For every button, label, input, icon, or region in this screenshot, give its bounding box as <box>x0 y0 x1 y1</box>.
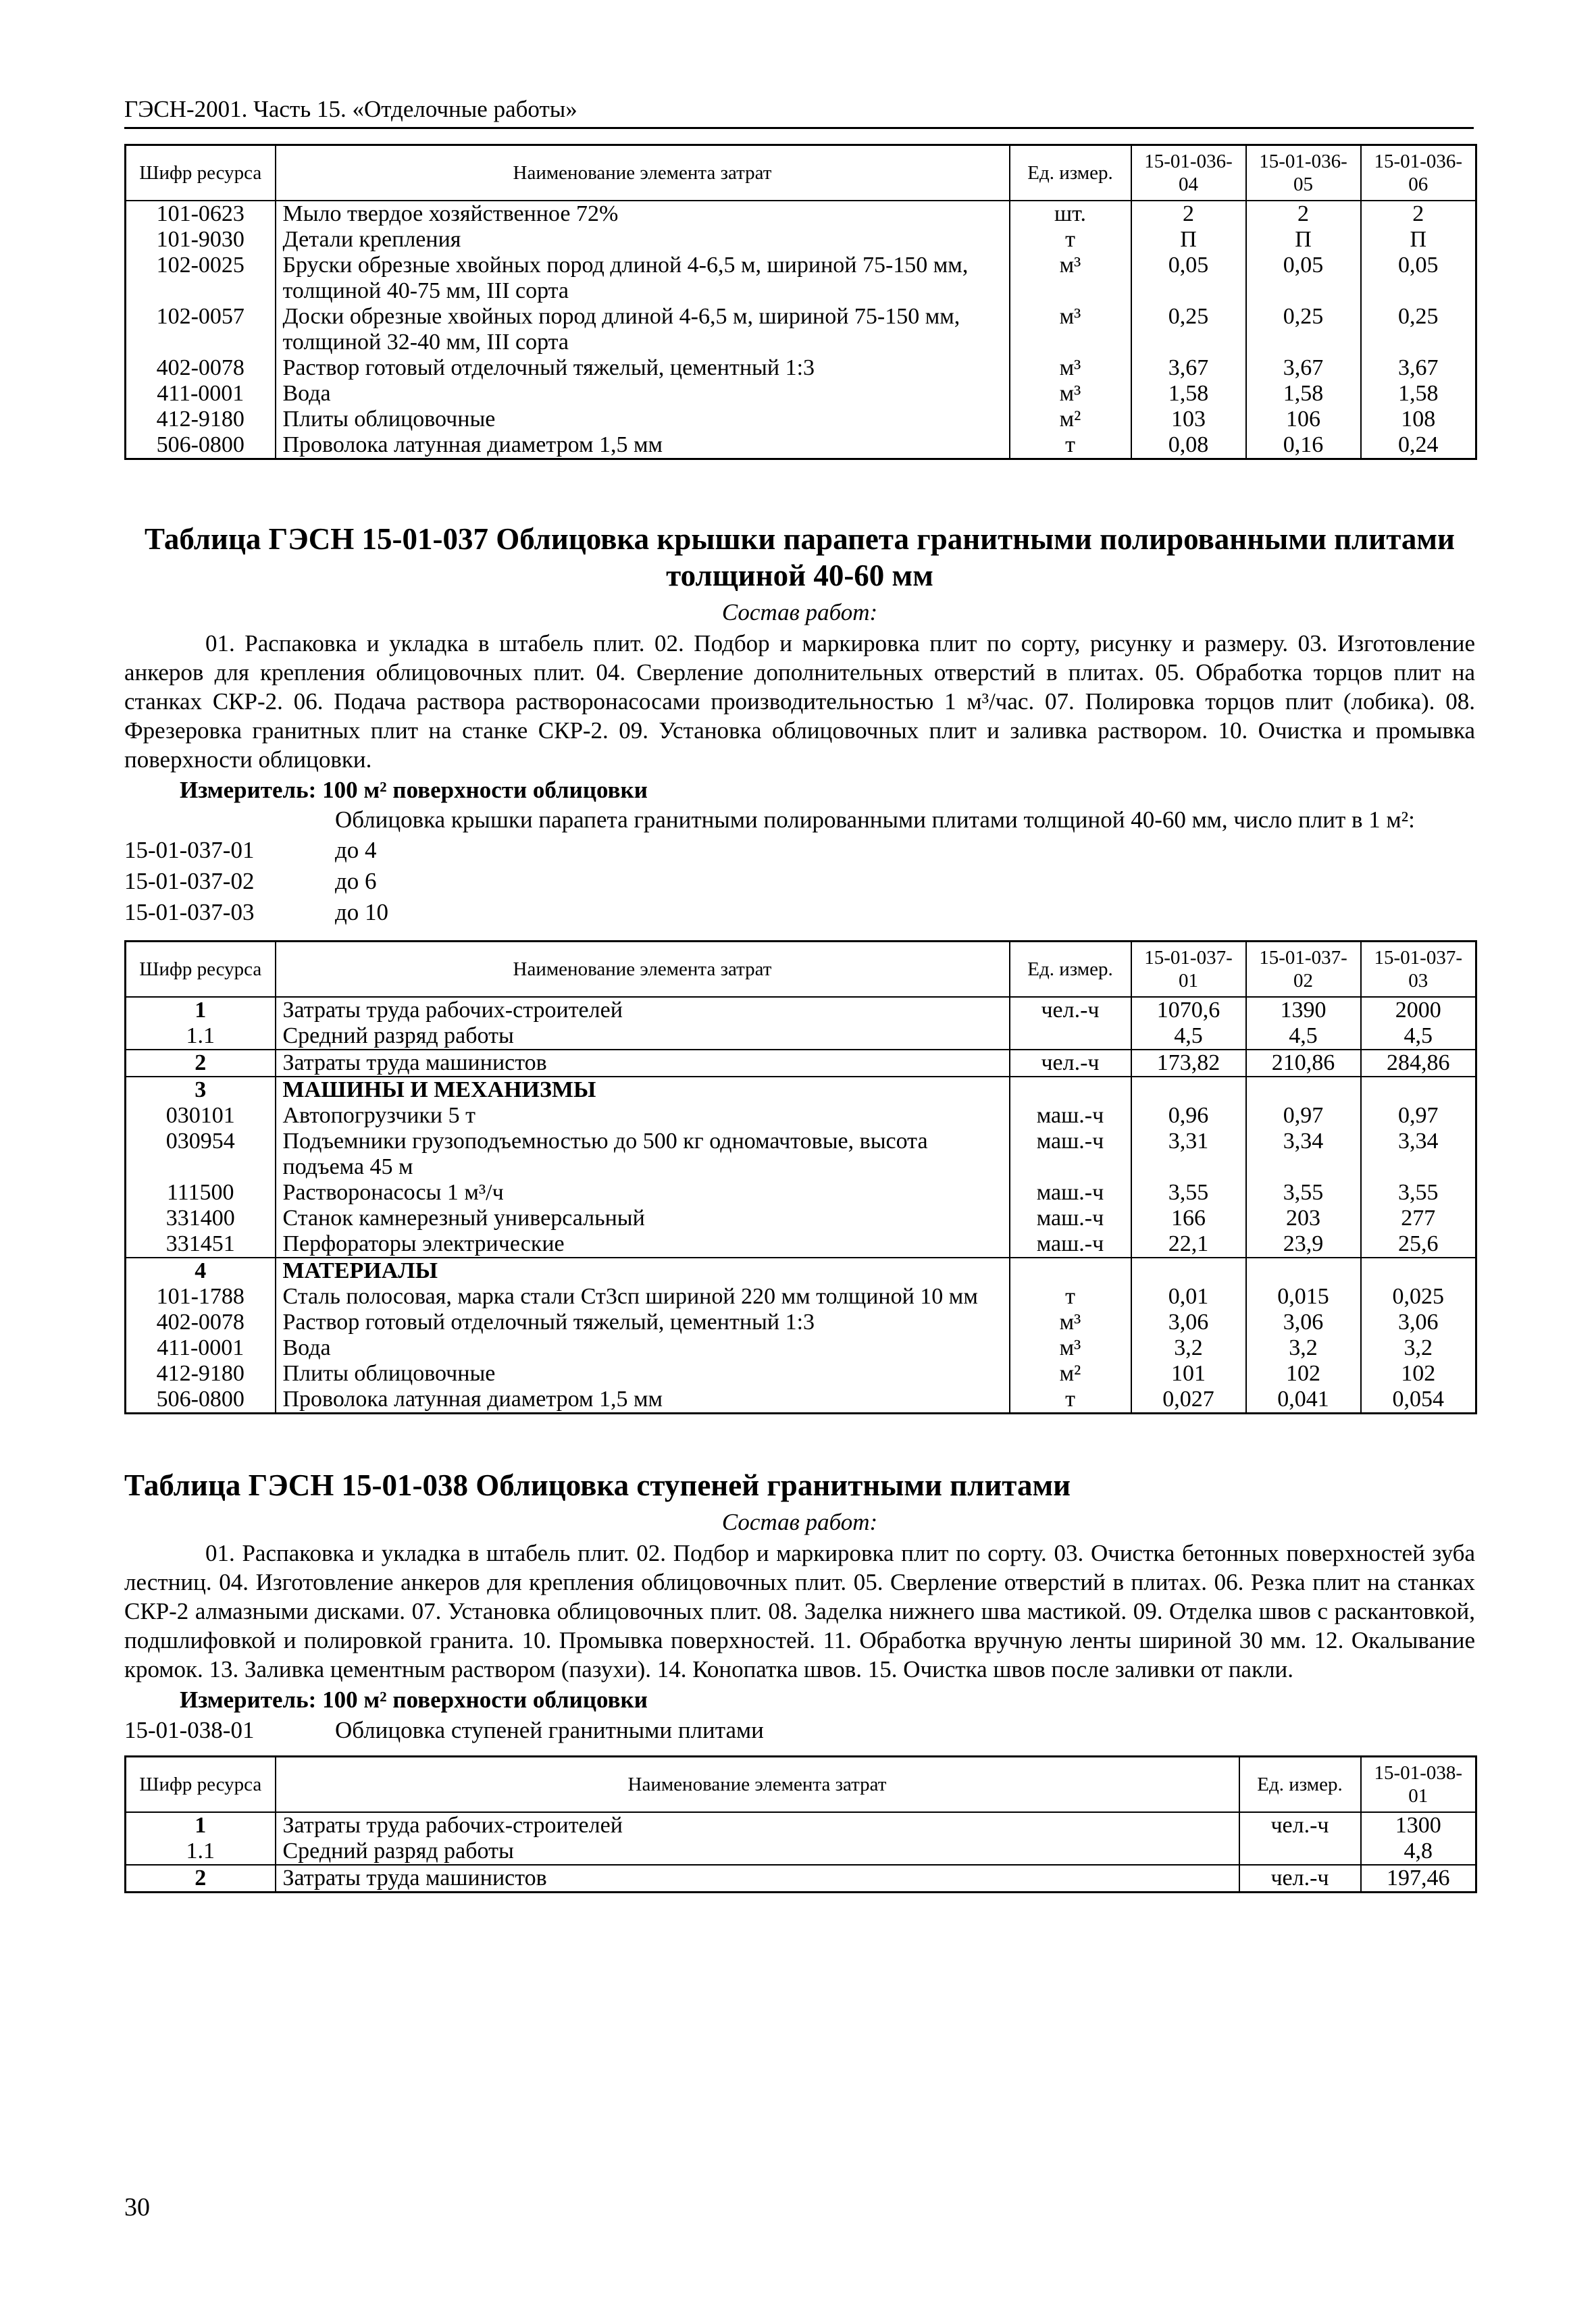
cell-unit: м³ <box>1010 253 1131 304</box>
table-row <box>126 1077 1476 1103</box>
cell-norm-value-1: 101 <box>1131 1361 1246 1387</box>
table-row <box>126 355 1476 381</box>
cell-norm-value-3: 3,2 <box>1361 1335 1476 1361</box>
table-row <box>126 997 1476 1023</box>
variant-code: 15-01-037-03 <box>124 899 255 925</box>
resource-table-037 <box>124 940 1477 1414</box>
measurement-unit: Измеритель: 100 м² поверхности облицовки <box>180 1687 648 1713</box>
table-row <box>126 1023 1476 1050</box>
cell-cost-element: Затраты труда рабочих-строителей <box>276 1812 1239 1839</box>
table-row <box>126 1050 1476 1077</box>
resource-table-036 <box>124 144 1477 460</box>
table-row <box>126 1103 1476 1129</box>
variant-item <box>124 1715 1475 1746</box>
col-header-name: Наименование элемента затрат <box>276 1757 1239 1813</box>
cell-norm-value-1: 3,67 <box>1131 355 1246 381</box>
table-row <box>126 1839 1476 1865</box>
table-row <box>126 381 1476 407</box>
cell-norm-value-1: 0,25 <box>1131 304 1246 355</box>
cell-norm-value-3: 3,67 <box>1361 355 1476 381</box>
variant-list <box>124 835 1475 928</box>
cell-norm-value-2: 1390 <box>1246 997 1361 1023</box>
cell-norm-value-3: 0,054 <box>1361 1387 1476 1414</box>
table-header-row <box>126 1757 1476 1813</box>
cell-norm-value-1: 0,96 <box>1131 1103 1246 1129</box>
cell-norm-value-3: 3,55 <box>1361 1180 1476 1206</box>
cell-resource-code: 412-9180 <box>126 407 276 432</box>
cell-norm-value-1: 3,55 <box>1131 1180 1246 1206</box>
cell-resource-code: 111500 <box>126 1180 276 1206</box>
cell-norm-value-2: 1,58 <box>1246 381 1361 407</box>
cell-cost-element: Перфораторы электрические <box>276 1231 1010 1258</box>
variant-item <box>124 866 1475 897</box>
cell-unit: м³ <box>1010 304 1131 355</box>
cell-norm-value-1: 3,31 <box>1131 1129 1246 1180</box>
cell-cost-element: Вода <box>276 381 1010 407</box>
cell-resource-code: 101-9030 <box>126 227 276 253</box>
cell-unit: чел.-ч <box>1239 1865 1361 1893</box>
cell-unit <box>1010 1258 1131 1284</box>
col-header-norm-1: 15-01-037-01 <box>1131 942 1246 998</box>
col-header-name: Наименование элемента затрат <box>276 145 1010 201</box>
table-title-038: Таблица ГЭСН 15-01-038 Облицовка ступеней гранитными плитами <box>124 1468 1071 1502</box>
table-header-row <box>126 942 1476 998</box>
cell-norm-value-2: П <box>1246 227 1361 253</box>
cell-cost-element: Затраты труда машинистов <box>276 1050 1010 1077</box>
cell-cost-element: МАШИНЫ И МЕХАНИЗМЫ <box>276 1077 1010 1103</box>
col-header-norm-1: 15-01-038-01 <box>1361 1757 1476 1813</box>
variant-code: 15-01-037-02 <box>124 868 255 894</box>
table-row <box>126 1258 1476 1284</box>
table-row <box>126 253 1476 304</box>
cell-resource-code: 030954 <box>126 1129 276 1180</box>
cell-resource-code: 331400 <box>126 1206 276 1231</box>
col-header-code: Шифр ресурса <box>126 942 276 998</box>
cell-norm-value-1: 0,01 <box>1131 1284 1246 1310</box>
cell-unit: чел.-ч <box>1010 1050 1131 1077</box>
cell-norm-value-2: 23,9 <box>1246 1231 1361 1258</box>
cell-resource-code: 1.1 <box>126 1023 276 1050</box>
cell-norm-value-1: 0,08 <box>1131 432 1246 459</box>
cell-norm-value-1 <box>1131 1077 1246 1103</box>
variant-code: 15-01-038-01 <box>124 1717 255 1743</box>
col-header-norm-2: 15-01-037-02 <box>1246 942 1361 998</box>
cell-norm-value-1: 1300 <box>1361 1812 1476 1839</box>
cell-unit: м³ <box>1010 1310 1131 1335</box>
col-header-unit: Ед. измер. <box>1010 942 1131 998</box>
cell-cost-element: Станок камнерезный универсальный <box>276 1206 1010 1231</box>
cell-norm-value-2: 0,015 <box>1246 1284 1361 1310</box>
table-row <box>126 1129 1476 1180</box>
cell-cost-element: Проволока латунная диаметром 1,5 мм <box>276 1387 1010 1414</box>
cell-unit: маш.-ч <box>1010 1129 1131 1180</box>
cell-unit: маш.-ч <box>1010 1231 1131 1258</box>
cell-resource-code: 1 <box>126 1812 276 1839</box>
cell-norm-value-3: 284,86 <box>1361 1050 1476 1077</box>
table-row <box>126 1180 1476 1206</box>
cell-cost-element: Проволока латунная диаметром 1,5 мм <box>276 432 1010 459</box>
cell-norm-value-3: 25,6 <box>1361 1231 1476 1258</box>
cell-norm-value-1: 3,2 <box>1131 1335 1246 1361</box>
col-header-norm-3: 15-01-036-06 <box>1361 145 1476 201</box>
col-header-norm-2: 15-01-036-05 <box>1246 145 1361 201</box>
cell-unit: чел.-ч <box>1239 1812 1361 1839</box>
work-composition-label: Состав работ: <box>721 1509 878 1535</box>
cell-norm-value-1: 3,06 <box>1131 1310 1246 1335</box>
cell-unit: т <box>1010 1284 1131 1310</box>
cell-resource-code: 101-1788 <box>126 1284 276 1310</box>
cell-norm-value-3: 4,5 <box>1361 1023 1476 1050</box>
table-row <box>126 227 1476 253</box>
cell-norm-value-3: 2 <box>1361 201 1476 227</box>
cell-cost-element: Автопогрузчики 5 т <box>276 1103 1010 1129</box>
col-header-unit: Ед. измер. <box>1010 145 1131 201</box>
table-row <box>126 1812 1476 1839</box>
cell-norm-value-2: 3,34 <box>1246 1129 1361 1180</box>
cell-norm-value-1: 166 <box>1131 1206 1246 1231</box>
cell-cost-element: Растворонасосы 1 м³/ч <box>276 1180 1010 1206</box>
cell-resource-code: 506-0800 <box>126 432 276 459</box>
cell-unit <box>1010 1077 1131 1103</box>
cell-norm-value-2 <box>1246 1077 1361 1103</box>
cell-cost-element: МАТЕРИАЛЫ <box>276 1258 1010 1284</box>
cell-unit: м² <box>1010 407 1131 432</box>
cell-norm-value-3: 108 <box>1361 407 1476 432</box>
col-header-code: Шифр ресурса <box>126 1757 276 1813</box>
cell-norm-value-3: 1,58 <box>1361 381 1476 407</box>
cell-norm-value-1: 2 <box>1131 201 1246 227</box>
table-row <box>126 1231 1476 1258</box>
cell-unit: маш.-ч <box>1010 1180 1131 1206</box>
cell-resource-code: 3 <box>126 1077 276 1103</box>
work-composition-text: 01. Распаковка и укладка в штабель плит. 02. Подбор и маркировка плит по сорту. 03. Очистка бетонных поверхностей зуба лестниц. 04. Изготовление анкеров для крепления облицовочных плит. 05. Сверление отверстий в плитах. 06. Резка плит на станках СКР-2 алмазными дисками. 07. Установка облицовочных плит. 08. Заделка нижнего шва мастикой. 09. Отделка швов с раскантовкой, подшлифовкой и полировкой гранита. 10. Промывка поверхностей. 11. Обработка вручную ленты шириной 30 мм. 12. Окалывание кромок. 13. Заливка цементным раствором (пазухи). 14. Конопатка швов. 15. Очистка швов после заливки от пакли. <box>124 1540 1475 1682</box>
table-row <box>126 1310 1476 1335</box>
cell-cost-element: Плиты облицовочные <box>276 407 1010 432</box>
cell-norm-value-2: 106 <box>1246 407 1361 432</box>
cell-norm-value-2: 0,25 <box>1246 304 1361 355</box>
cell-resource-code: 102-0025 <box>126 253 276 304</box>
cell-unit: т <box>1010 1387 1131 1414</box>
cell-resource-code: 402-0078 <box>126 1310 276 1335</box>
variant-label: до 6 <box>335 868 377 894</box>
table-row <box>126 407 1476 432</box>
cell-norm-value-2: 4,5 <box>1246 1023 1361 1050</box>
cell-norm-value-3: 0,25 <box>1361 304 1476 355</box>
cell-resource-code: 2 <box>126 1050 276 1077</box>
cell-resource-code: 412-9180 <box>126 1361 276 1387</box>
col-header-unit: Ед. измер. <box>1239 1757 1361 1813</box>
cell-resource-code: 402-0078 <box>126 355 276 381</box>
cell-unit: т <box>1010 227 1131 253</box>
cell-norm-value-2 <box>1246 1258 1361 1284</box>
variant-label: Облицовка ступеней гранитными плитами <box>335 1717 764 1743</box>
cell-norm-value-1: 197,46 <box>1361 1865 1476 1893</box>
cell-norm-value-3: 0,97 <box>1361 1103 1476 1129</box>
measurement-unit: Измеритель: 100 м² поверхности облицовки <box>180 777 648 803</box>
cell-norm-value-3: 0,05 <box>1361 253 1476 304</box>
cell-unit: маш.-ч <box>1010 1206 1131 1231</box>
cell-cost-element: Бруски обрезные хвойных пород длиной 4-6,5 м, шириной 75-150 мм, толщиной 40-75 мм, III сорта <box>276 253 1010 304</box>
table-row <box>126 1335 1476 1361</box>
table-row <box>126 1387 1476 1414</box>
cell-resource-code: 411-0001 <box>126 1335 276 1361</box>
resource-table-038 <box>124 1755 1477 1893</box>
table-row <box>126 1206 1476 1231</box>
cell-unit <box>1010 1023 1131 1050</box>
cell-norm-value-1: 103 <box>1131 407 1246 432</box>
variant-item <box>124 897 1475 928</box>
table-body <box>126 997 1476 1414</box>
cell-norm-value-2: 0,05 <box>1246 253 1361 304</box>
cell-norm-value-2: 3,55 <box>1246 1180 1361 1206</box>
cell-norm-value-3: 2000 <box>1361 997 1476 1023</box>
cell-cost-element: Подъемники грузоподъемностью до 500 кг одномачтовые, высота подъема 45 м <box>276 1129 1010 1180</box>
table-body <box>126 201 1476 459</box>
cell-cost-element: Средний разряд работы <box>276 1023 1010 1050</box>
cell-norm-value-3: П <box>1361 227 1476 253</box>
cell-resource-code: 1 <box>126 997 276 1023</box>
cell-unit: шт. <box>1010 201 1131 227</box>
cell-unit: маш.-ч <box>1010 1103 1131 1129</box>
table-row <box>126 304 1476 355</box>
cell-unit: т <box>1010 432 1131 459</box>
cell-resource-code: 411-0001 <box>126 381 276 407</box>
variant-intro: Облицовка крышки парапета гранитными полированными плитами толщиной 40-60 мм, число плит в 1 м²: <box>335 806 1415 833</box>
col-header-norm-3: 15-01-037-03 <box>1361 942 1476 998</box>
cell-resource-code: 101-0623 <box>126 201 276 227</box>
cell-norm-value-1: 1,58 <box>1131 381 1246 407</box>
table-row <box>126 1284 1476 1310</box>
variant-item <box>124 835 1475 866</box>
cell-norm-value-1: П <box>1131 227 1246 253</box>
cell-resource-code: 506-0800 <box>126 1387 276 1414</box>
cell-cost-element: Мыло твердое хозяйственное 72% <box>276 201 1010 227</box>
cell-norm-value-2: 0,041 <box>1246 1387 1361 1414</box>
cell-norm-value-1: 1070,6 <box>1131 997 1246 1023</box>
table-row <box>126 432 1476 459</box>
cell-unit <box>1239 1839 1361 1865</box>
cell-norm-value-2: 0,97 <box>1246 1103 1361 1129</box>
cell-norm-value-3 <box>1361 1258 1476 1284</box>
col-header-code: Шифр ресурса <box>126 145 276 201</box>
cell-norm-value-1: 0,05 <box>1131 253 1246 304</box>
col-header-name: Наименование элемента затрат <box>276 942 1010 998</box>
cell-unit: м³ <box>1010 355 1131 381</box>
cell-resource-code: 4 <box>126 1258 276 1284</box>
cell-cost-element: Сталь полосовая, марка стали Ст3сп шириной 220 мм толщиной 10 мм <box>276 1284 1010 1310</box>
cell-cost-element: Затраты труда машинистов <box>276 1865 1239 1893</box>
cell-cost-element: Доски обрезные хвойных пород длиной 4-6,5 м, шириной 75-150 мм, толщиной 32-40 мм, III сорта <box>276 304 1010 355</box>
cell-norm-value-2: 203 <box>1246 1206 1361 1231</box>
cell-norm-value-2: 210,86 <box>1246 1050 1361 1077</box>
cell-unit: м² <box>1010 1361 1131 1387</box>
table-body <box>126 1812 1476 1893</box>
table-row <box>126 201 1476 227</box>
cell-norm-value-3 <box>1361 1077 1476 1103</box>
cell-norm-value-1: 0,027 <box>1131 1387 1246 1414</box>
variant-code: 15-01-037-01 <box>124 837 255 863</box>
cell-resource-code: 030101 <box>126 1103 276 1129</box>
cell-norm-value-2: 102 <box>1246 1361 1361 1387</box>
cell-norm-value-1 <box>1131 1258 1246 1284</box>
cell-cost-element: Раствор готовый отделочный тяжелый, цементный 1:3 <box>276 1310 1010 1335</box>
cell-norm-value-1: 22,1 <box>1131 1231 1246 1258</box>
page-number: 30 <box>124 2193 150 2221</box>
cell-norm-value-1: 4,5 <box>1131 1023 1246 1050</box>
document-page <box>124 95 1475 1893</box>
cell-cost-element: Плиты облицовочные <box>276 1361 1010 1387</box>
cell-norm-value-2: 3,06 <box>1246 1310 1361 1335</box>
cell-cost-element: Затраты труда рабочих-строителей <box>276 997 1010 1023</box>
cell-norm-value-2: 2 <box>1246 201 1361 227</box>
cell-norm-value-3: 277 <box>1361 1206 1476 1231</box>
table-title-037: Таблица ГЭСН 15-01-037 Облицовка крышки парапета гранитными полированными плитами толщиной 40-60 мм <box>145 522 1455 592</box>
cell-unit: м³ <box>1010 1335 1131 1361</box>
cell-cost-element: Детали крепления <box>276 227 1010 253</box>
table-row <box>126 1361 1476 1387</box>
work-composition-label: Состав работ: <box>721 599 878 625</box>
cell-norm-value-2: 3,67 <box>1246 355 1361 381</box>
variant-label: до 10 <box>335 899 389 925</box>
table-row <box>126 1865 1476 1893</box>
running-header: ГЭСН-2001. Часть 15. «Отделочные работы» <box>124 95 1474 129</box>
cell-norm-value-3: 0,24 <box>1361 432 1476 459</box>
cell-resource-code: 331451 <box>126 1231 276 1258</box>
cell-norm-value-3: 3,06 <box>1361 1310 1476 1335</box>
cell-unit: чел.-ч <box>1010 997 1131 1023</box>
cell-unit: м³ <box>1010 381 1131 407</box>
table-header-row <box>126 145 1476 201</box>
cell-norm-value-3: 0,025 <box>1361 1284 1476 1310</box>
cell-norm-value-1: 173,82 <box>1131 1050 1246 1077</box>
cell-cost-element: Раствор готовый отделочный тяжелый, цементный 1:3 <box>276 355 1010 381</box>
cell-norm-value-2: 0,16 <box>1246 432 1361 459</box>
variant-label: до 4 <box>335 837 377 863</box>
cell-norm-value-3: 3,34 <box>1361 1129 1476 1180</box>
cell-norm-value-1: 4,8 <box>1361 1839 1476 1865</box>
cell-cost-element: Вода <box>276 1335 1010 1361</box>
cell-resource-code: 1.1 <box>126 1839 276 1865</box>
cell-cost-element: Средний разряд работы <box>276 1839 1239 1865</box>
cell-norm-value-2: 3,2 <box>1246 1335 1361 1361</box>
work-composition-text: 01. Распаковка и укладка в штабель плит. 02. Подбор и маркировка плит по сорту, рисунку и размеру. 03. Изготовление анкеров для крепления облицовочных плит. 04. Сверление дополнительных отверстий в плитах. 05. Обработка торцов плит на станках СКР-2. 06. Подача раствора растворонасосами производительностью 1 м³/час. 07. Полировка торцов плит (лобика). 08. Фрезеровка гранитных плит на станке СКР-2. 09. Установка облицовочных плит и заливка раствором. 10. Очистка и промывка поверхности облицовки. <box>124 630 1475 773</box>
col-header-norm-1: 15-01-036-04 <box>1131 145 1246 201</box>
cell-resource-code: 2 <box>126 1865 276 1893</box>
cell-resource-code: 102-0057 <box>126 304 276 355</box>
cell-norm-value-3: 102 <box>1361 1361 1476 1387</box>
